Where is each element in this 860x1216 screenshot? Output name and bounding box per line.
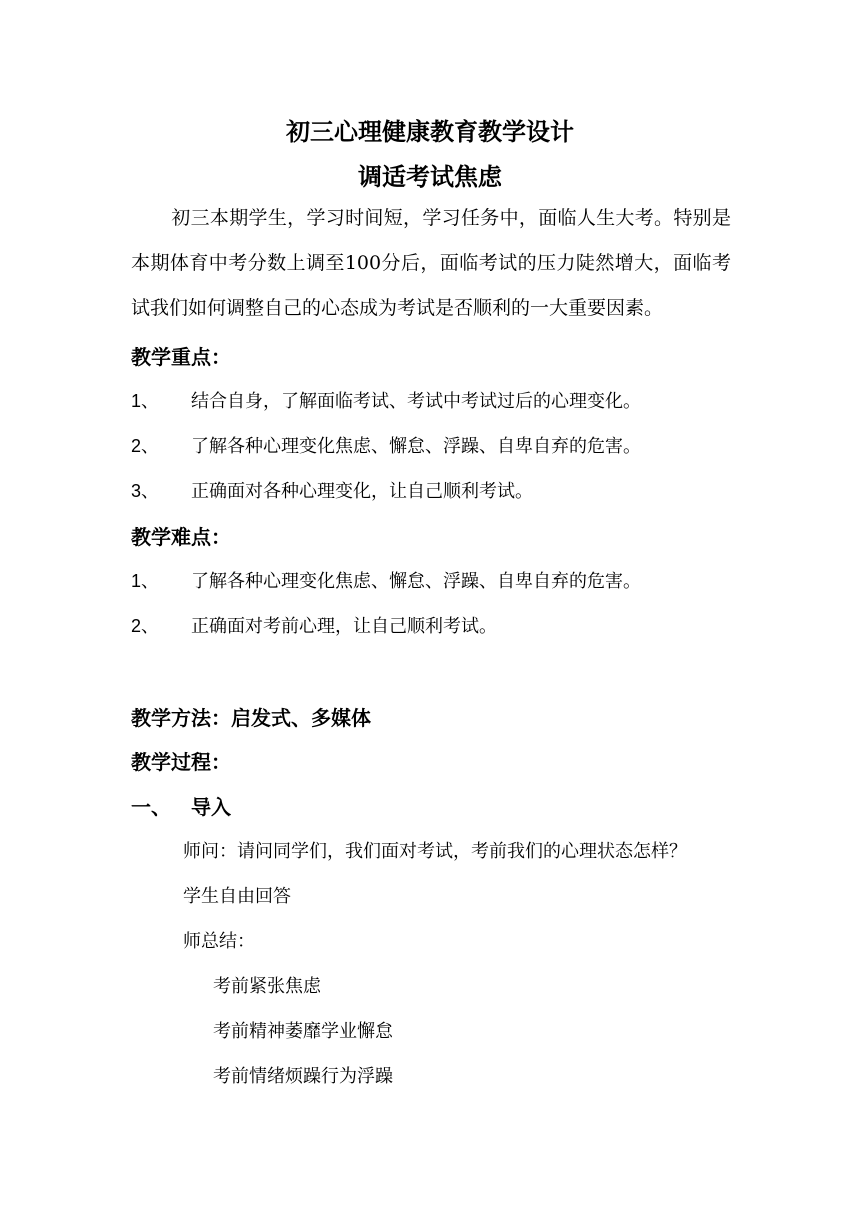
intro-paragraph: [131, 196, 731, 331]
summary-item: 考前情绪烦躁行为浮躁: [213, 1066, 393, 1087]
document-title: 初三心理健康教育教学设计: [286, 118, 574, 146]
summary-item: 考前紧张焦虑: [213, 976, 321, 997]
student-answer: 学生自由回答: [183, 886, 291, 907]
intro-text: 初三本期学生，学习时间短，学习任务中，面临人生大考。特别是本期体育中考分数上调至100分后，面临考试的压力陡然增大，面临考试我们如何调整自己的心态成为考试是否顺利的一大重要因素。: [131, 207, 731, 319]
item-text: 了解各种心理变化焦虑、懈怠、浮躁、自卑自弃的危害。: [191, 571, 641, 592]
item-number: 3、: [131, 481, 160, 501]
item-text: 结合自身，了解面临考试、考试中考试过后的心理变化。: [191, 391, 641, 412]
methods-line: 教学方法：启发式、多媒体: [131, 706, 371, 730]
item-text: 正确面对考前心理，让自己顺利考试。: [191, 616, 497, 637]
document-subtitle: 调适考试焦虑: [358, 163, 502, 191]
step-number: 一、: [131, 795, 171, 819]
difficulties-heading: 教学难点：: [131, 525, 231, 549]
item-number: 2、: [131, 616, 160, 636]
item-number: 2、: [131, 436, 160, 456]
summary-label: 师总结：: [183, 931, 255, 952]
process-heading: 教学过程：: [131, 750, 231, 774]
teacher-question: 师问：请问同学们，我们面对考试，考前我们的心理状态怎样？: [183, 841, 687, 862]
item-number: 1、: [131, 391, 160, 411]
item-text: 了解各种心理变化焦虑、懈怠、浮躁、自卑自弃的危害。: [191, 436, 641, 457]
item-text: 正确面对各种心理变化，让自己顺利考试。: [191, 481, 533, 502]
key-points-heading: 教学重点：: [131, 345, 231, 369]
item-number: 1、: [131, 571, 160, 591]
step-title: 导入: [191, 795, 231, 819]
summary-item: 考前精神萎靡学业懈怠: [213, 1021, 393, 1042]
